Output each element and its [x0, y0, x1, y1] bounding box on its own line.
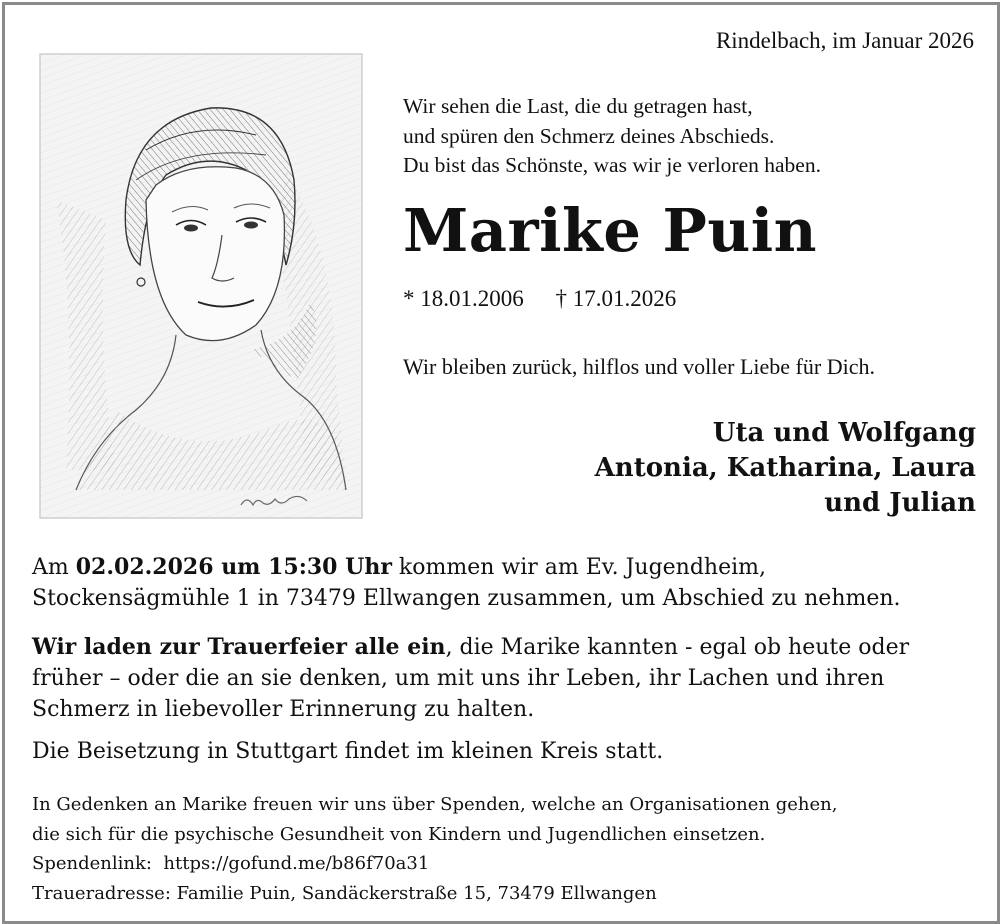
- burial-note: Die Beisetzung in Stuttgart findet im kleinen Kreis statt.: [32, 739, 664, 764]
- invitation-line: Schmerz in liebevoller Erinnerung zu halten.: [32, 697, 535, 722]
- verse-line: Du bist das Schönste, was wir je verloren haben.: [403, 153, 821, 177]
- verse-line: und spüren den Schmerz deines Abschieds.: [403, 123, 775, 148]
- ceremony-text: kommen wir am Ev. Jugendheim,: [391, 555, 767, 580]
- donation-link[interactable]: https://gofund.me/b86f70a31: [163, 853, 430, 874]
- donation-block: [32, 790, 837, 908]
- ceremony-prefix: Am: [32, 555, 76, 580]
- portrait-etching: [36, 50, 366, 522]
- family-signature: [595, 416, 976, 521]
- place-date: Rindelbach, im Januar 2026: [715, 28, 974, 53]
- life-dates: [403, 286, 702, 312]
- death-date: † 17.01.2026: [555, 286, 677, 311]
- birth-date: * 18.01.2006: [403, 286, 524, 311]
- donation-link-label: Spendenlink:: [32, 853, 152, 874]
- invitation-paragraph: [32, 632, 909, 725]
- deceased-name: Marike Puin: [403, 196, 818, 265]
- motto: Wir bleiben zurück, hilflos und voller Liebe für Dich.: [403, 354, 875, 379]
- donation-line: In Gedenken an Marike freuen wir uns über Spenden, welche an Organisationen gehen,: [32, 794, 838, 815]
- family-line: Uta und Wolfgang: [712, 418, 976, 448]
- donation-line: die sich für die psychische Gesundheit von Kindern und Jugendlichen einsetzen.: [32, 823, 766, 845]
- family-line: und Julian: [824, 488, 976, 518]
- invitation-bold: Wir laden zur Trauerfeier alle ein: [32, 634, 446, 660]
- mourning-address: Traueradresse: Familie Puin, Sandäckerstraße 15, 73479 Ellwangen: [32, 882, 657, 904]
- ceremony-location: Stockensägmühle 1 in 73479 Ellwangen zusammen, um Abschied zu nehmen.: [32, 586, 901, 611]
- family-line: Antonia, Katharina, Laura: [594, 453, 976, 483]
- verse-line: Wir sehen die Last, die du getragen hast,: [403, 94, 753, 118]
- ceremony-datetime: 02.02.2026 um 15:30 Uhr: [75, 554, 392, 580]
- invitation-line: früher – oder die an sie denken, um mit uns ihr Leben, ihr Lachen und ihren: [32, 666, 885, 691]
- ceremony-paragraph: [32, 552, 901, 614]
- verse: [403, 92, 821, 181]
- donation-link-row: [32, 849, 837, 879]
- invitation-text: , die Marike kannten - egal ob heute oder: [445, 635, 910, 660]
